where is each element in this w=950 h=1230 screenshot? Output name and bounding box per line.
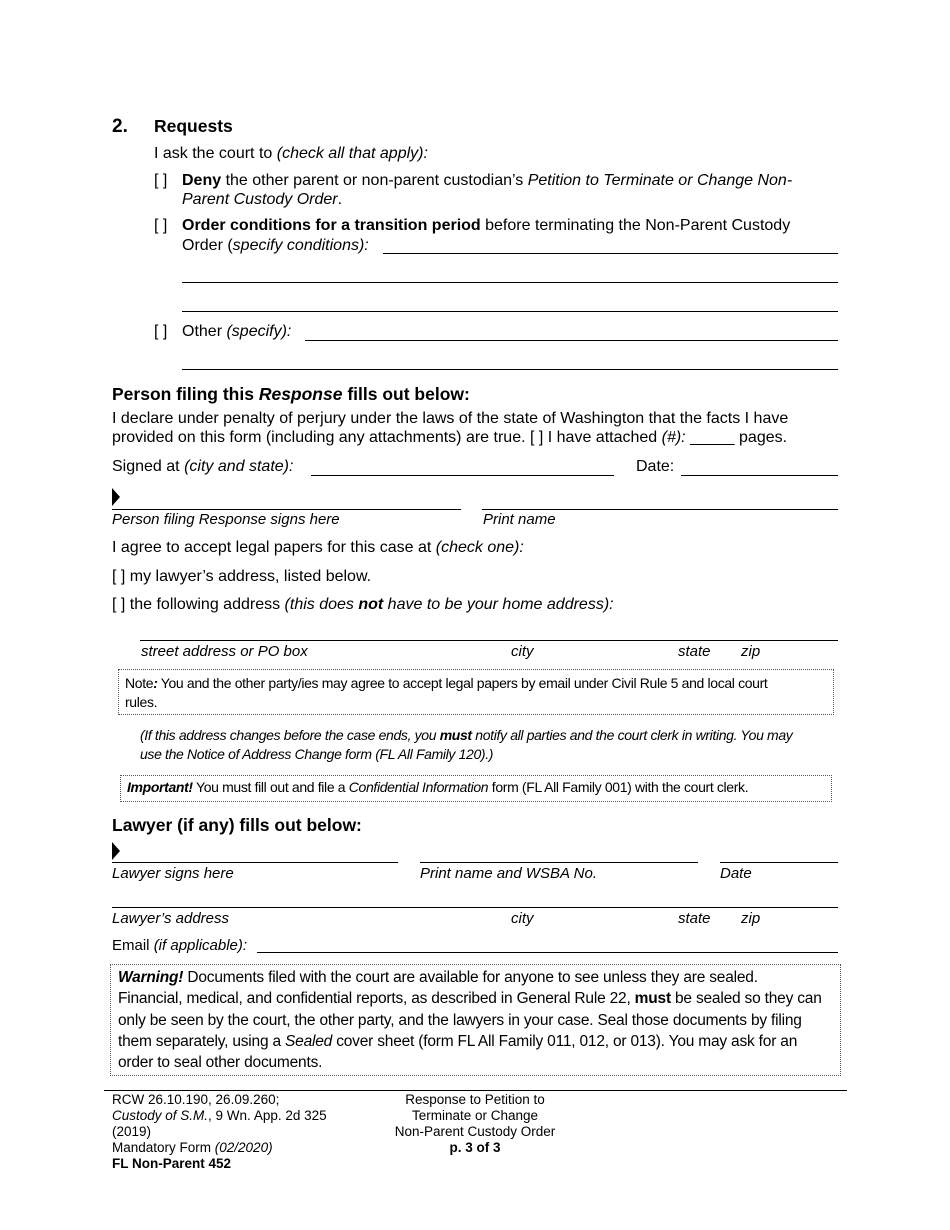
note-text: Note: You and the other party/ies may agree to accept legal papers by email under Civil Rule 5 and local court (125, 675, 768, 691)
lawyer-signature-arrow-icon (112, 842, 120, 860)
addr-city-caption: city (511, 643, 534, 660)
warning-line-5: order to seal other documents. (118, 1054, 323, 1071)
section-number: 2. (112, 116, 128, 137)
lawyer-heading: Lawyer (if any) fills out below: (112, 815, 362, 835)
email-field[interactable] (257, 952, 838, 953)
lawyer-sign-caption: Lawyer signs here (112, 865, 234, 882)
lawyer-date-caption: Date (720, 865, 752, 882)
order-conditions-text: Order conditions for a transition period before terminating the Non-Parent Custody (182, 217, 791, 234)
page-number: p. 3 of 3 (449, 1140, 501, 1155)
address-change-text-2: use the Notice of Address Change form (FL All Family 120).) (140, 746, 494, 762)
date-label: Date: (636, 458, 675, 475)
option-lawyer-address[interactable]: [ ] my lawyer’s address, listed below. (112, 568, 372, 585)
important-text: Important! You must fill out and file a Confidential Information form (FL All Family 001) with the court clerk. (127, 779, 749, 795)
option-following-address[interactable]: [ ] the following address (this does not have to be your home address): (112, 596, 614, 613)
signed-at-label: Signed at (city and state): (112, 458, 294, 475)
conditions-line-2[interactable] (182, 282, 838, 283)
order-conditions-checkbox[interactable]: [ ] (154, 217, 168, 234)
section-title: Requests (154, 116, 233, 136)
filer-print-name-line[interactable] (482, 509, 838, 510)
footer-rule (104, 1090, 847, 1091)
email-label: Email (if applicable): (112, 937, 248, 954)
lawyer-print-name-line[interactable] (420, 862, 698, 863)
filer-heading: Person filing this Response fills out below: (112, 384, 470, 404)
agree-text: I agree to accept legal papers for this case at (check one): (112, 539, 524, 556)
addr-street-caption: street address or PO box (141, 643, 308, 660)
lawyer-state-caption: state (678, 910, 711, 927)
filer-sign-caption: Person filing Response signs here (112, 511, 340, 528)
address-line[interactable] (140, 640, 838, 641)
other-label: Other (specify): (182, 323, 292, 340)
lawyer-print-caption: Print name and WSBA No. (420, 865, 598, 882)
conditions-line-3[interactable] (182, 311, 838, 312)
lawyer-address-line[interactable] (112, 907, 838, 908)
lawyer-zip-caption: zip (741, 910, 761, 927)
declaration-line-1: I declare under penalty of perjury under the laws of the state of Washington that the facts I have (112, 410, 789, 427)
addr-state-caption: state (678, 643, 711, 660)
lawyer-city-caption: city (511, 910, 534, 927)
requests-intro: I ask the court to (check all that apply): (154, 145, 428, 162)
other-checkbox[interactable]: [ ] (154, 323, 168, 340)
warning-line-4: them separately, using a Sealed cover sheet (form FL All Family 011, 012, or 013). You may ask for an (118, 1033, 798, 1050)
warning-line-1: Warning! Documents filed with the court are available for anyone to see unless they are sealed. (118, 969, 758, 986)
warning-line-3: only be seen by the court, the other party, and the lawyers in your case. Seal those documents by filing (118, 1012, 802, 1029)
deny-checkbox[interactable]: [ ] (154, 172, 168, 189)
address-change-text-1: (If this address changes before the case ends, you must notify all parties and the court clerk in writing. You may (140, 727, 793, 743)
deny-option-text: Deny the other parent or non-parent custodian’s Petition to Terminate or Change Non- (182, 172, 793, 189)
footer-left: RCW 26.10.190, 26.09.260; Custody of S.M., 9 Wn. App. 2d 325 (2019) Mandatory Form (02/2020) FL Non-Parent 452 (112, 1092, 327, 1171)
order-conditions-text-2: Order (specify conditions): (182, 237, 369, 254)
lawyer-address-caption: Lawyer’s address (112, 910, 230, 927)
other-line-1[interactable] (305, 340, 838, 341)
footer-center: Response to Petition to Terminate or Change Non-Parent Custody Order p. 3 of 3 (375, 1092, 575, 1156)
warning-line-2: Financial, medical, and confidential reports, as described in General Rule 22, must be sealed so they can (118, 990, 822, 1007)
addr-zip-caption: zip (741, 643, 761, 660)
note-text-2: rules. (125, 694, 158, 710)
date-field[interactable] (681, 475, 838, 476)
conditions-line-1[interactable] (383, 253, 838, 254)
deny-option-text-2: Parent Custody Order. (182, 191, 343, 208)
lawyer-signature-line[interactable] (112, 862, 398, 863)
declaration-line-2: provided on this form (including any attachments) are true. [ ] I have attached (#): _____ pages. (112, 429, 788, 446)
lawyer-date-line[interactable] (720, 862, 838, 863)
signature-arrow-icon (112, 488, 120, 506)
filer-print-caption: Print name (483, 511, 556, 528)
filer-signature-line[interactable] (112, 509, 461, 510)
other-line-2[interactable] (182, 369, 838, 370)
signed-at-field[interactable] (311, 475, 614, 476)
